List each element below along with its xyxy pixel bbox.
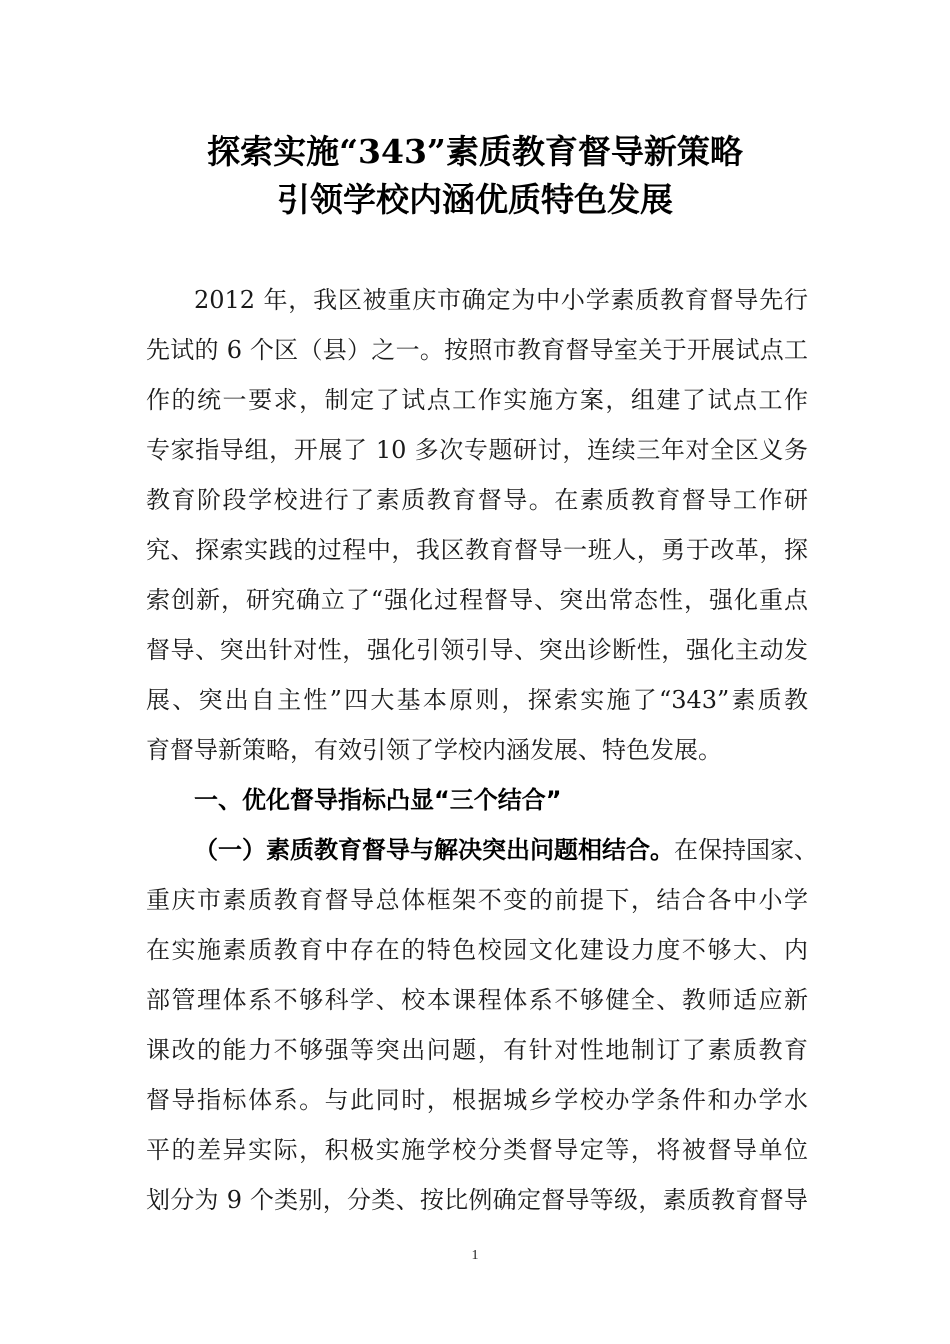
- subsection-text-start: 在保持国家、: [674, 836, 818, 864]
- subsection-heading: （一）素质教育督导与解决突出问题相结合。: [194, 835, 674, 864]
- section-heading: 一、优化督导指标凸显“三个结合”: [194, 786, 562, 814]
- paragraph-2-line: 重庆市素质教育督导总体框架不变的前提下，结合各中小学: [146, 886, 808, 914]
- subsection-first-line: [194, 834, 818, 866]
- paragraph-1-line: 索创新，研究确立了“强化过程督导、突出常态性，强化重点: [146, 586, 808, 614]
- paragraph-2-line: 划分为 9 个类别，分类、按比例确定督导等级，素质教育督导: [146, 1186, 808, 1214]
- paragraph-1-line: 展、突出自主性”四大基本原则，探索实施了“343”素质教: [146, 686, 808, 714]
- paragraph-1-line: 先试的 6 个区（县）之一。按照市教育督导室关于开展试点工: [146, 336, 808, 364]
- paragraph-1-line: 究、探索实践的过程中，我区教育督导一班人，勇于改革，探: [146, 536, 808, 564]
- paragraph-1-line: 专家指导组，开展了 10 多次专题研讨，连续三年对全区义务: [146, 436, 808, 464]
- paragraph-1-line: 教育阶段学校进行了素质教育督导。在素质教育督导工作研: [146, 486, 808, 514]
- paragraph-2-line: 督导指标体系。与此同时，根据城乡学校办学条件和办学水: [146, 1086, 808, 1114]
- page-number: 1: [471, 1248, 479, 1263]
- paragraph-2-line: 在实施素质教育中存在的特色校园文化建设力度不够大、内: [146, 936, 808, 964]
- paragraph-2-line: 课改的能力不够强等突出问题，有针对性地制订了素质教育: [146, 1036, 808, 1064]
- paragraph-2-line: 部管理体系不够科学、校本课程体系不够健全、教师适应新: [146, 986, 808, 1014]
- paragraph-1-line: 作的统一要求，制定了试点工作实施方案，组建了试点工作: [146, 386, 808, 414]
- paragraph-1-line: 2012 年，我区被重庆市确定为中小学素质教育督导先行: [194, 286, 808, 314]
- paragraph-2-line: 平的差异实际，积极实施学校分类督导定等，将被督导单位: [146, 1136, 808, 1164]
- paragraph-1-line: 育督导新策略，有效引领了学校内涵发展、特色发展。: [146, 736, 722, 764]
- document-title-line-2: 引领学校内涵优质特色发展: [277, 180, 673, 219]
- document-title-line-1: 探索实施“343”素质教育督导新策略: [207, 132, 743, 171]
- paragraph-1-line: 督导、突出针对性，强化引领引导、突出诊断性，强化主动发: [146, 636, 808, 664]
